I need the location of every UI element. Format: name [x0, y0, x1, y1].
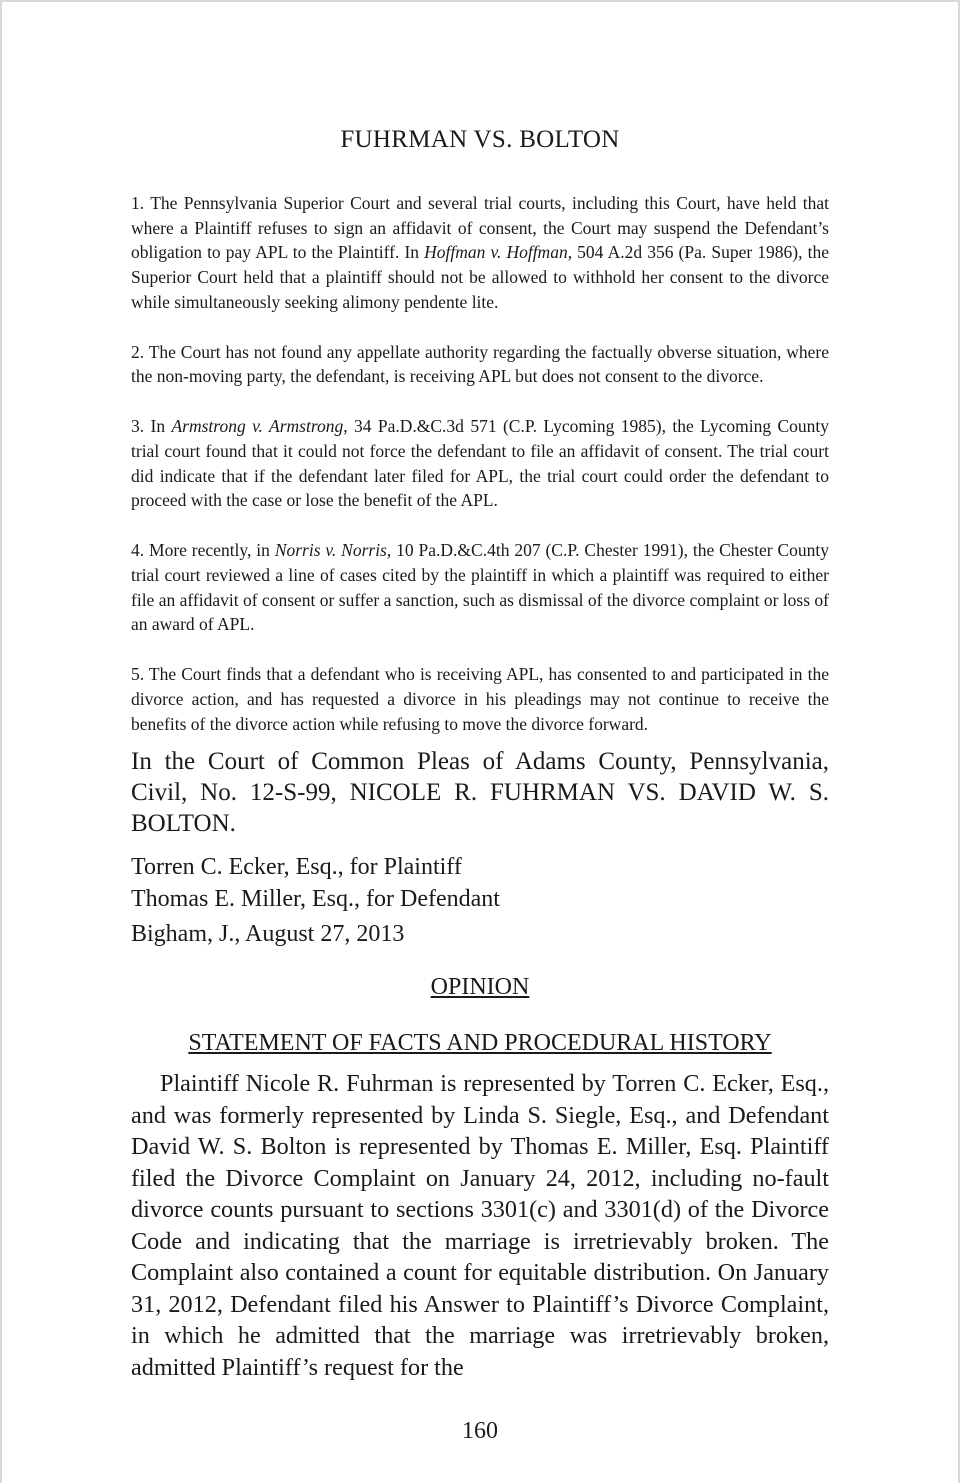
- judge-date-line: Bigham, J., August 27, 2013: [131, 921, 405, 948]
- headnote-4: [131, 513, 829, 637]
- headnote-text: 4. More recently, in: [131, 539, 275, 560]
- headnote-1: [131, 166, 829, 315]
- headnote-text: 1. The Pennsylvania Superior Court and several trial courts, including this Court, have held that where a Plaintiff refuses to sign an affidavit of consent, the Court may suspend the Defendant’s obligation to pay APL to the Plaintiff. In: [131, 192, 829, 263]
- document-page: [131, 126, 829, 1383]
- headnote-5: [131, 637, 829, 736]
- headnote-text: , 10 Pa.D.&C.4th 207 (C.P. Chester 1991), the Chester County trial court reviewed a line of cases cited by the plaintiff in which a plaintiff was required to either file an affidavit of consent or suffer a sanction, such as dismissal of the divorce complaint or loss of an award of APL.: [131, 539, 829, 635]
- headnote-2: [131, 315, 829, 389]
- body-paragraph: Plaintiff Nicole R. Fuhrman is represented by Torren C. Ecker, Esq., and was formerly represented by Linda S. Siegle, Esq., and Defendant David W. S. Bolton is represented by Thomas E. Miller, Esq. Plaintiff filed the Divorce Complaint on January 24, 2012, including no-fault divorce counts pursuant to sections 3301(c) and 3301(d) of the Divorce Code and indicating that the marriage is irretrievably broken. The Complaint also contained a count for equitable distribution. On January 31, 2012, Defendant filed his Answer to Plaintiff’s Divorce Complaint, in which he admitted that the marriage was irretrievably broken, admitted Plaintiff’s request for the: [131, 1070, 829, 1381]
- headnotes: [131, 166, 829, 736]
- case-name: Hoffman v. Hoffman: [424, 242, 568, 263]
- page-frame-left: [0, 0, 2, 1483]
- headnote-text: 2. The Court has not found any appellate authority regarding the factually obverse situation, where the non-moving party, the defendant, is receiving APL but does not consent to the divorce.: [131, 341, 829, 387]
- running-head: FUHRMAN VS. BOLTON: [340, 126, 620, 153]
- opinion-heading: OPINION: [430, 974, 530, 1001]
- page-frame-top: [0, 0, 960, 2]
- case-name: Armstrong v. Armstrong: [171, 415, 344, 436]
- headnote-text: , 504 A.2d 356 (Pa. Super 1986), the Superior Court held that a plaintiff should not be allowed to withhold her consent to the divorce while simultaneously seeking alimony pendente lite.: [131, 242, 829, 312]
- headnote-text: , 34 Pa.D.&C.3d 571 (C.P. Lycoming 1985), the Lycoming County trial court found that it could not force the defendant to file an affidavit of consent. The trial court did indicate that if the defendant later filed for APL, the trial court could order the defendant to proceed with the case or lose the benefit of the APL.: [131, 415, 829, 511]
- headnote-text: 3. In: [131, 415, 172, 436]
- case-name: Norris v. Norris: [274, 539, 387, 560]
- counsel-defendant: Thomas E. Miller, Esq., for Defendant: [131, 886, 500, 913]
- section-heading: STATEMENT OF FACTS AND PROCEDURAL HISTORY: [188, 1030, 772, 1057]
- counsel-plaintiff: Torren C. Ecker, Esq., for Plaintiff: [131, 854, 462, 881]
- page-number: 160: [462, 1418, 498, 1444]
- headnote-text: 5. The Court finds that a defendant who is receiving APL, has consented to and participated in the divorce action, and has requested a divorce in his pleadings may not continue to receive the benefits of the divorce action while refusing to move the divorce forward.: [131, 663, 829, 734]
- case-caption: In the Court of Common Pleas of Adams County, Pennsylvania, Civil, No. 12-S-99, NICOLE R. FUHRMAN VS. DAVID W. S. BOLTON.: [131, 748, 829, 838]
- headnote-3: [131, 389, 829, 513]
